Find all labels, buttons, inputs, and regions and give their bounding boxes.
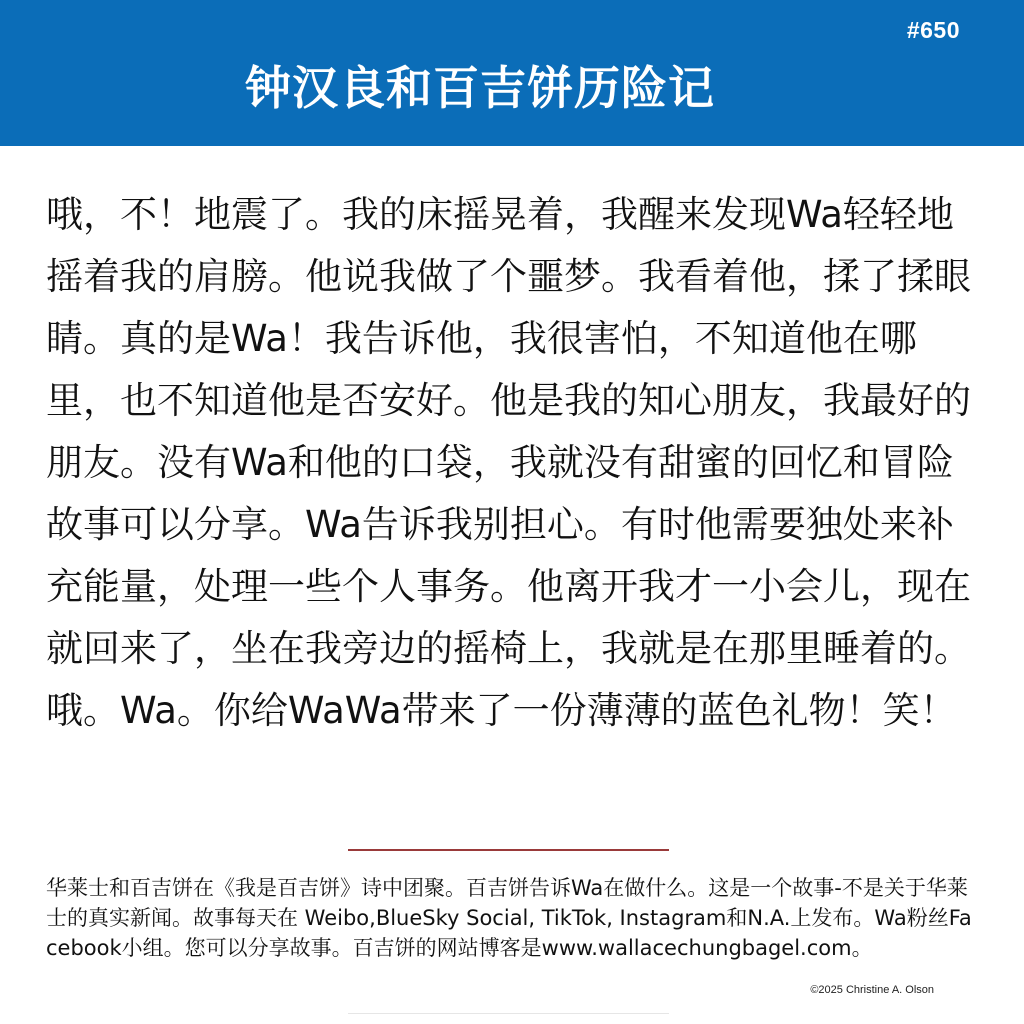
episode-number: #650 [906,17,960,43]
header-banner [0,0,1024,146]
page-title: 钟汉良和百吉饼历险记 [245,61,715,115]
divider [348,849,669,851]
bottom-divider [348,1013,669,1014]
footnote-text: 华莱士和百吉饼在《我是百吉饼》诗中团聚。百吉饼告诉Wa在做什么。这是一个故事-不是关于华莱士的真实新闻。故事每天在 Weibo,BlueSky Social, TikTok, Instagram和N.A.上发布。Wa粉丝Facebook小组。您可以分享故事。百吉饼的网站博客是www.wallacechungbagel.com。 [46,876,972,960]
story-text: 哦，不！地震了。我的床摇晃着，我醒来发现Wa轻轻地摇着我的肩膀。他说我做了个噩梦。我看着他，揉了揉眼睛。真的是Wa！我告诉他，我很害怕，不知道他在哪里，也不知道他是否安好。他是我的知心朋友，我最好的朋友。没有Wa和他的口袋，我就没有甜蜜的回忆和冒险故事可以分享。Wa告诉我别担心。有时他需要独处来补充能量，处理一些个人事务。他离开我才一小会儿，现在就回来了，坐在我旁边的摇椅上，我就是在那里睡着的。哦。Wa。你给WaWa带来了一份薄薄的蓝色礼物！笑！ [46,193,971,732]
copyright-text: ©2025 Christine A. Olson [810,984,934,996]
